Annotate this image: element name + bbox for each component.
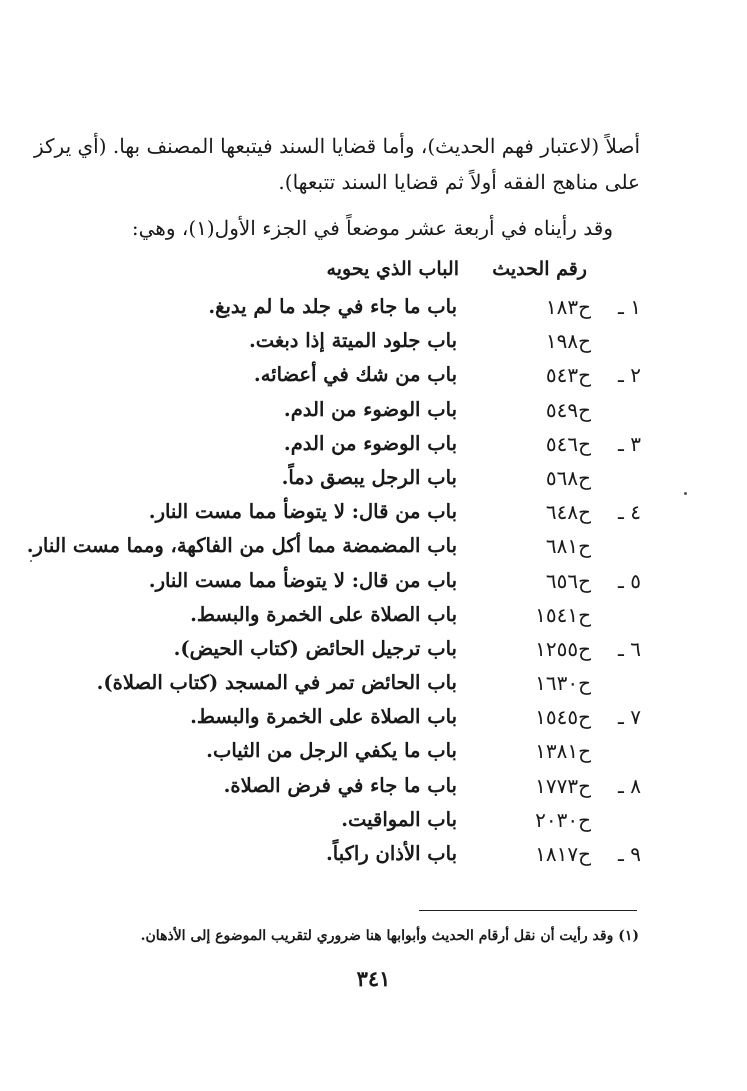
paragraph-line-2: على مناهج الفقه أولاً ثم قضايا السند تتبعها). bbox=[278, 170, 640, 194]
hadith-number: ح١٢٥٥ bbox=[535, 636, 591, 661]
chapter-title: باب الوضوء من الدم. bbox=[283, 397, 457, 421]
chapter-title: باب الرجل يبصق دماً. bbox=[281, 465, 457, 489]
table-row bbox=[0, 769, 747, 803]
hadith-number: ح٥٤٣ bbox=[545, 363, 591, 388]
table-row bbox=[0, 427, 747, 461]
hadith-number: ح٢٠٣٠ bbox=[535, 807, 591, 832]
header-hadith-number: رقم الحديث bbox=[492, 258, 587, 280]
header-chapter: الباب الذي يحويه bbox=[326, 258, 459, 280]
chapter-title: باب ما جاء في فرض الصلاة. bbox=[223, 773, 457, 797]
table-row bbox=[0, 393, 747, 427]
table-row bbox=[0, 461, 747, 495]
chapter-title: باب الصلاة على الخمرة والبسط. bbox=[190, 602, 457, 626]
table-row bbox=[0, 290, 747, 324]
row-index: ٥ ـ bbox=[618, 568, 641, 593]
chapter-title: باب الصلاة على الخمرة والبسط. bbox=[190, 705, 457, 729]
row-index: ٧ ـ bbox=[618, 705, 641, 730]
chapter-title: باب الوضوء من الدم. bbox=[283, 431, 457, 455]
chapter-title: باب الحائض تمر في المسجد (كتاب الصلاة). bbox=[96, 671, 457, 695]
chapter-title: باب من قال: لا يتوضأ مما مست النار. bbox=[148, 568, 457, 592]
chapter-title: باب ما جاء في جلد ما لم يدبغ. bbox=[208, 295, 457, 318]
table-row bbox=[0, 803, 747, 837]
scan-speck bbox=[30, 560, 32, 562]
row-index: ١ ـ bbox=[618, 295, 641, 319]
hadith-number: ح١٩٨ bbox=[545, 329, 591, 354]
hadith-number: ح١٥٤٥ bbox=[535, 705, 591, 730]
hadith-number: ح٥٤٩ bbox=[545, 397, 591, 422]
hadith-number: ح٦٨١ bbox=[545, 534, 591, 559]
hadith-number: ح١٣٨١ bbox=[535, 739, 591, 764]
chapter-title: باب جلود الميتة إذا دبغت. bbox=[249, 329, 457, 353]
table-row bbox=[0, 632, 747, 666]
table-row bbox=[0, 358, 747, 392]
hadith-number: ح١٦٣٠ bbox=[535, 671, 591, 696]
chapter-title: باب من شك في أعضائه. bbox=[253, 363, 457, 387]
hadith-number: ح٥٦٨ bbox=[545, 465, 591, 490]
chapter-title: باب ترجيل الحائض (كتاب الحيض). bbox=[173, 636, 457, 660]
scan-speck bbox=[684, 492, 687, 495]
row-index: ٤ ـ bbox=[618, 500, 641, 525]
table-row bbox=[0, 666, 747, 700]
row-index: ٢ ـ bbox=[618, 363, 641, 388]
hadith-number: ح١٨٣ bbox=[545, 295, 591, 319]
chapter-title: باب ما يكفي الرجل من الثياب. bbox=[206, 739, 457, 763]
paragraph-line-1: أصلاً (لاعتبار فهم الحديث)، وأما قضايا السند فيتبعها المصنف بها. (أي يركز bbox=[33, 134, 640, 158]
table-row bbox=[0, 734, 747, 768]
hadith-table bbox=[0, 290, 747, 871]
table-row bbox=[0, 495, 747, 529]
footnote: (١) وقد رأيت أن نقل أرقام الحديث وأبوابها هنا ضروري لتقريب الموضوع إلى الأذهان. bbox=[140, 928, 639, 944]
hadith-number: ح٥٤٦ bbox=[545, 431, 591, 456]
hadith-number: ح١٨١٧ bbox=[535, 842, 591, 866]
row-index: ٨ ـ bbox=[618, 773, 641, 798]
table-row bbox=[0, 700, 747, 734]
footnote-divider bbox=[419, 910, 637, 911]
chapter-title: باب الأذان راكباً. bbox=[326, 842, 457, 865]
table-row bbox=[0, 324, 747, 358]
hadith-number: ح١٥٤١ bbox=[535, 602, 591, 627]
table-row bbox=[0, 529, 747, 563]
paragraph-intro: وقد رأيناه في أربعة عشر موضعاً في الجزء الأول(١)، وهي: bbox=[131, 216, 613, 240]
table-row bbox=[0, 598, 747, 632]
page-number: ٣٤١ bbox=[356, 966, 391, 991]
hadith-number: ح٦٥٦ bbox=[545, 568, 591, 593]
row-index: ٩ ـ bbox=[618, 842, 641, 866]
hadith-number: ح١٧٧٣ bbox=[535, 773, 591, 798]
table-row bbox=[0, 564, 747, 598]
row-index: ٦ ـ bbox=[618, 636, 641, 661]
table-row bbox=[0, 837, 747, 871]
chapter-title: باب من قال: لا يتوضأ مما مست النار. bbox=[148, 500, 457, 524]
hadith-number: ح٦٤٨ bbox=[545, 500, 591, 525]
row-index: ٣ ـ bbox=[618, 431, 641, 456]
chapter-title: باب المواقيت. bbox=[341, 807, 457, 831]
chapter-title: باب المضمضة مما أكل من الفاكهة، ومما مست النار. bbox=[26, 534, 457, 558]
